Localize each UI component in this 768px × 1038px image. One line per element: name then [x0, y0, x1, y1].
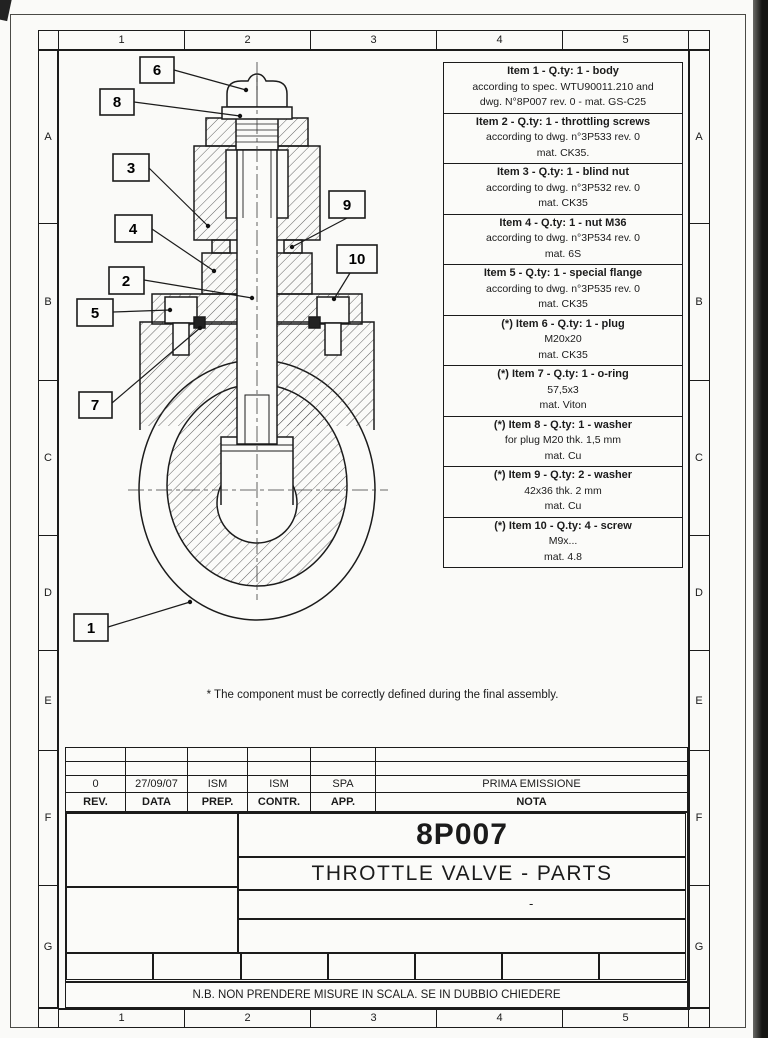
- part-line: dwg. N°8P007 rev. 0 - mat. GS-C25: [479, 96, 647, 108]
- title-block-empty-cell: [153, 953, 241, 980]
- parts-list-table: [443, 62, 683, 568]
- zone-row-f: F: [39, 751, 57, 886]
- drawing-number-cell: [238, 813, 686, 857]
- part-line: according to spec. WTU90011.210 and: [472, 80, 654, 93]
- title-block-empty-cell: [328, 953, 415, 980]
- title-block-empty-cell: [66, 887, 238, 953]
- part-line: M9x...: [548, 535, 578, 547]
- part-line: M20x20: [544, 333, 582, 345]
- zone-col-4: 4: [437, 1009, 563, 1027]
- title-block-empty-cell: [599, 953, 686, 980]
- part-line: 42x36 thk. 2 mm: [524, 484, 602, 497]
- nb-note-row: [65, 982, 688, 1008]
- rev-empty-cell: [188, 748, 248, 762]
- scan-edge-strip: [753, 0, 768, 1038]
- part-title: Item 2 - Q.ty: 1 - throttling screws: [475, 115, 651, 128]
- rev-empty-cell: [66, 762, 126, 776]
- part-line: mat. 4.8: [544, 550, 582, 563]
- part-item-10: [444, 517, 682, 568]
- drawing-title: THROTTLE VALVE - PARTS: [311, 861, 613, 885]
- zone-row-a: A: [689, 51, 709, 224]
- part-line: 57,5x3: [547, 383, 579, 396]
- dash-mark: -: [529, 896, 534, 911]
- part-title: (*) Item 10 - Q.ty: 4 - screw: [494, 519, 632, 532]
- zone-row-b: B: [689, 224, 709, 381]
- zone-corner: [39, 31, 59, 49]
- zone-col-4: 4: [437, 31, 563, 49]
- revision-table: [65, 747, 688, 812]
- part-title: (*) Item 6 - Q.ty: 1 - plug: [501, 317, 625, 330]
- zone-col-2: 2: [185, 31, 311, 49]
- part-line: according to dwg. n°3P535 rev. 0: [485, 282, 640, 295]
- title-block-dash-cell: [238, 890, 686, 919]
- balloon-4: 4: [128, 221, 138, 238]
- part-item-5: [444, 264, 682, 315]
- balloon-9: 9: [342, 197, 352, 214]
- balloon-5: 5: [90, 305, 100, 322]
- balloon-8: 8: [112, 94, 122, 111]
- rev-value-data: 27/09/07: [126, 776, 188, 793]
- o-ring-right: [309, 317, 320, 328]
- rev-empty-cell: [311, 748, 376, 762]
- rev-label-app: APP.: [311, 793, 376, 811]
- title-block-empty-cell: [238, 919, 686, 953]
- zone-col-3: 3: [311, 1009, 437, 1027]
- part-title: Item 5 - Q.ty: 1 - special flange: [483, 267, 643, 279]
- part-item-2: [444, 113, 682, 164]
- rev-empty-cell: [66, 748, 126, 762]
- title-block-empty-cell: [502, 953, 599, 980]
- rev-label-contr: CONTR.: [248, 793, 311, 811]
- rev-empty-cell: [126, 762, 188, 776]
- title-block-empty-cell: [66, 953, 153, 980]
- rev-value-app: SPA: [311, 776, 376, 793]
- title-block-empty-cell: [241, 953, 328, 980]
- part-line: mat. CK35.: [536, 146, 590, 159]
- rev-empty-cell: [126, 748, 188, 762]
- part-line: mat. Cu: [544, 449, 582, 462]
- title-block: [65, 812, 688, 982]
- title-block-empty-cell: [415, 953, 502, 980]
- zone-row-a: A: [39, 51, 57, 224]
- rev-value-prep: ISM: [188, 776, 248, 793]
- part-item-4: [444, 214, 682, 265]
- zone-row-e: E: [689, 651, 709, 751]
- rev-label-rev: REV.: [66, 793, 126, 811]
- part-item-9: [444, 466, 682, 517]
- zone-row-g: G: [694, 940, 704, 953]
- balloon-1: 1: [86, 620, 96, 637]
- zone-row-c: C: [689, 381, 709, 536]
- drawing-number: 8P007: [416, 818, 508, 851]
- balloon-10: 10: [348, 251, 366, 268]
- zone-col-1: 1: [59, 1009, 185, 1027]
- rev-empty-cell: [311, 762, 376, 776]
- part-line: mat. 6S: [544, 247, 582, 260]
- part-line: mat. CK35: [538, 197, 588, 209]
- part-title: (*) Item 9 - Q.ty: 2 - washer: [493, 469, 633, 481]
- zone-row-d: D: [689, 536, 709, 651]
- balloon-7: 7: [90, 397, 100, 414]
- rev-empty-cell: [248, 762, 311, 776]
- zone-row-f: F: [689, 751, 709, 886]
- rev-empty-cell: [376, 748, 687, 762]
- valve-cross-section: [50, 50, 450, 660]
- part-title: (*) Item 8 - Q.ty: 1 - washer: [493, 418, 633, 431]
- zone-corner: [39, 1009, 59, 1027]
- part-title: Item 1 - Q.ty: 1 - body: [507, 65, 619, 77]
- zone-row-d: D: [39, 536, 57, 651]
- rev-label-prep: PREP.: [188, 793, 248, 811]
- rev-value-contr: ISM: [248, 776, 311, 793]
- part-line: for plug M20 thk. 1,5 mm: [504, 434, 622, 446]
- zone-row-e: E: [39, 651, 57, 751]
- part-line: mat. CK35: [538, 298, 588, 310]
- zone-row-b: B: [39, 224, 57, 381]
- drawing-title-cell: [238, 857, 686, 890]
- rev-label-nota: NOTA: [516, 796, 547, 808]
- zone-col-5: 5: [563, 1009, 689, 1027]
- part-item-3: [444, 163, 682, 214]
- part-title: Item 4 - Q.ty: 1 - nut M36: [499, 216, 627, 229]
- part-item-1: [444, 63, 682, 113]
- rev-label-data: DATA: [126, 793, 188, 811]
- title-block-empty-cell: [66, 813, 238, 887]
- washer-left: [212, 240, 230, 253]
- zone-row-c: C: [39, 381, 57, 536]
- rev-empty-cell: [248, 748, 311, 762]
- zone-col-1: 1: [59, 31, 185, 49]
- rev-value-rev: 0: [66, 776, 126, 793]
- part-item-8: [444, 416, 682, 467]
- part-line: according to dwg. n°3P532 rev. 0: [485, 181, 640, 194]
- zone-strip-right: [688, 50, 710, 1008]
- rev-value-nota: PRIMA EMISSIONE: [376, 776, 687, 793]
- part-line: according to dwg. n°3P534 rev. 0: [485, 232, 640, 244]
- zone-col-2: 2: [185, 1009, 311, 1027]
- zone-corner: [689, 31, 709, 49]
- rev-empty-cell: [376, 762, 687, 776]
- balloon-2: 2: [121, 273, 131, 290]
- part-line: mat. Cu: [544, 500, 582, 512]
- nb-note: N.B. NON PRENDERE MISURE IN SCALA. SE IN DUBBIO CHIEDERE: [192, 989, 561, 1001]
- zone-col-5: 5: [563, 31, 689, 49]
- part-item-7: [444, 365, 682, 416]
- zone-col-3: 3: [311, 31, 437, 49]
- rev-empty-cell: [188, 762, 248, 776]
- part-title: (*) Item 7 - Q.ty: 1 - o-ring: [497, 368, 629, 380]
- part-item-6: [444, 315, 682, 366]
- zone-strip-bottom: [38, 1008, 710, 1028]
- zone-corner: [689, 1009, 709, 1027]
- screw-shank-right: [325, 323, 341, 355]
- part-title: Item 3 - Q.ty: 1 - blind nut: [497, 166, 629, 178]
- balloon-6: 6: [152, 62, 162, 79]
- assembly-footnote: * The component must be correctly defined during the final assembly.: [206, 689, 559, 701]
- zone-strip-top: [38, 30, 710, 50]
- part-line: according to dwg. n°3P533 rev. 0: [485, 131, 640, 143]
- balloon-3: 3: [126, 160, 136, 177]
- part-line: mat. CK35: [538, 348, 588, 361]
- part-line: mat. Viton: [539, 399, 587, 411]
- zone-row-g: G: [43, 940, 53, 953]
